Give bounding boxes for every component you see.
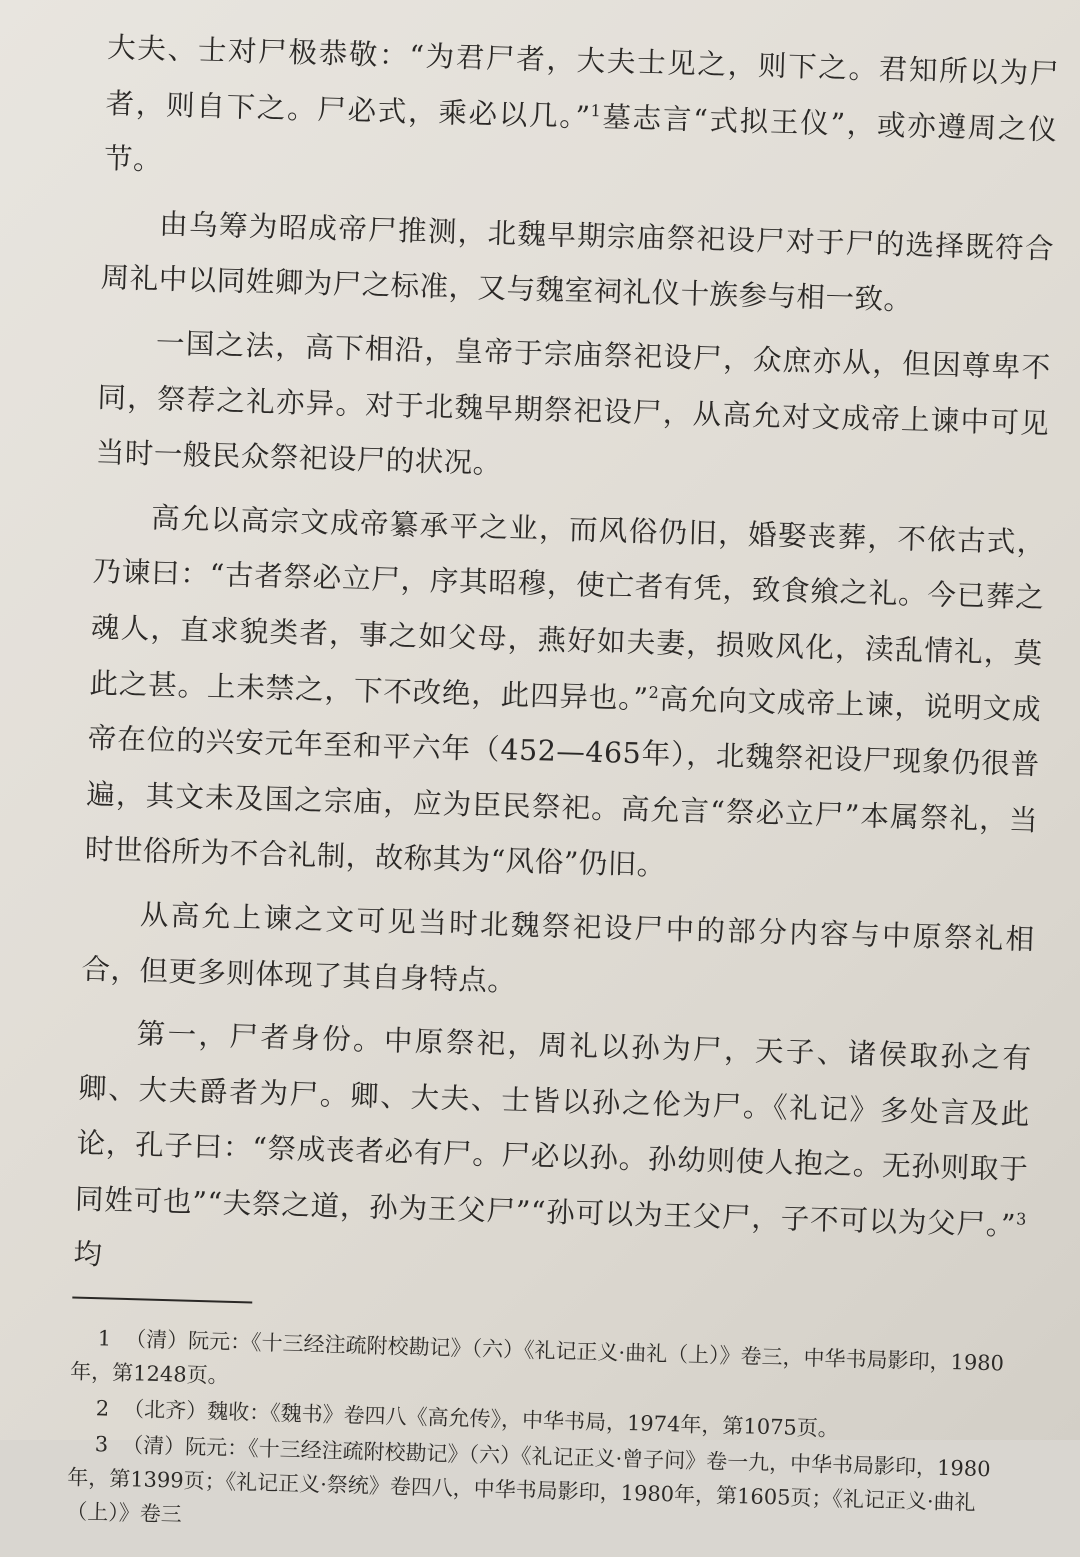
paragraph-4 xyxy=(84,489,1046,905)
paragraph-3 xyxy=(95,314,1051,507)
paragraph-1-text: 大夫、士对尸极恭敬：“为君尸者，大夫士见之，则下之。君知所以为尸者，则自下之。尸必式，乘必以几。” xyxy=(105,30,1060,134)
paragraph-5 xyxy=(81,886,1036,1024)
paragraph-2 xyxy=(100,195,1055,333)
paragraph-2-text: 由乌筹为昭成帝尸推测，北魏早期宗庙祭祀设尸对于尸的选择既符合周礼中以同姓卿为尸之标准，又与魏室祠礼仪十族参与相一致。 xyxy=(100,207,1055,317)
footnote-3-text: （清）阮元：《十三经注疏附校勘记》（六）《礼记正义·曾子问》卷一九，中华书局影印，1980年，第1399页；《礼记正义·祭统》卷四八，中华书局影印，1980年，第1605页；《礼记正义·曲礼（上）》卷三 xyxy=(66,1433,991,1527)
footnote-1-text: （清）阮元：《十三经注疏附校勘记》（六）《礼记正义·曲礼（上）》卷三，中华书局影印，1980年，第1248页。 xyxy=(69,1327,1005,1388)
footnote-1-number: 1 xyxy=(97,1326,112,1351)
footnote-ref-3: 3 xyxy=(1015,1209,1028,1229)
footnote-2-number: 2 xyxy=(95,1396,110,1421)
paragraph-6-text: 第一，尸者身份。中原祭祀，周礼以孙为尸，天子、诸侯取孙之有卿、大夫爵者为尸。卿、大夫、士皆以孙之伦为尸。《礼记》多处言及此论，孔子曰：“祭成丧者必有尸。尸必以孙。孙幼则使人抱之。无孙则取于同姓可也”“夫祭之道，孙为王父尸”“孙可以为王父尸，子不可以为父尸。” xyxy=(74,1017,1032,1242)
paragraph-4-text-after: 高允向文成帝上谏，说明文成帝在位的兴安元年至和平六年（452—465年），北魏祭祀设尸现象仍很普遍，其文未及国之宗庙，应为臣民祭祀。高允言“祭必立尸”本属祭礼，当时世俗所为不合礼制，故称其为“风俗”仍旧。 xyxy=(84,682,1042,883)
paragraph-5-text: 从高允上谏之文可见当时北魏祭祀设尸中的部分内容与中原祭礼相合，但更多则体现了其自身特点。 xyxy=(81,898,1036,998)
paragraph-6 xyxy=(73,1005,1032,1309)
footnote-2-text: （北齐）魏收：《魏书》卷四八《高允传》，中华书局，1974年，第1075页。 xyxy=(122,1397,840,1442)
paragraph-4-text: 高允以高宗文成帝纂承平之业，而风俗仍旧，婚娶丧葬，不依古式，乃谏曰：“古者祭必立尸，序其昭穆，使亡者有凭，致食飨之礼。今已葬之魂人，直求貌类者，事之如父母，燕好如夫妻，损败风化，渎乱情礼，莫此之甚。上未禁之，下不改绝，此四异也。” xyxy=(89,501,1047,715)
footnote-ref-2: 2 xyxy=(648,682,660,702)
paragraph-1 xyxy=(103,20,1059,213)
page-content xyxy=(66,20,1060,1557)
footnote-divider xyxy=(72,1297,252,1304)
footnote-ref-1: 1 xyxy=(590,100,602,120)
paragraph-3-text: 一国之法，高下相沿，皇帝于宗庙祭祀设尸，众庶亦从，但因尊卑不同，祭荐之礼亦异。对于北魏早期祭祀设尸，从高允对文成帝上谏中可见当时一般民众祭祀设尸的状况。 xyxy=(95,326,1052,481)
paragraph-6-text-after: 均 xyxy=(73,1237,103,1272)
footnote-3-number: 3 xyxy=(94,1432,109,1457)
footnotes xyxy=(66,1321,1023,1556)
paragraph-1-text-after: 墓志言“式拟王仪”，或亦遵周之仪节。 xyxy=(103,100,1058,177)
